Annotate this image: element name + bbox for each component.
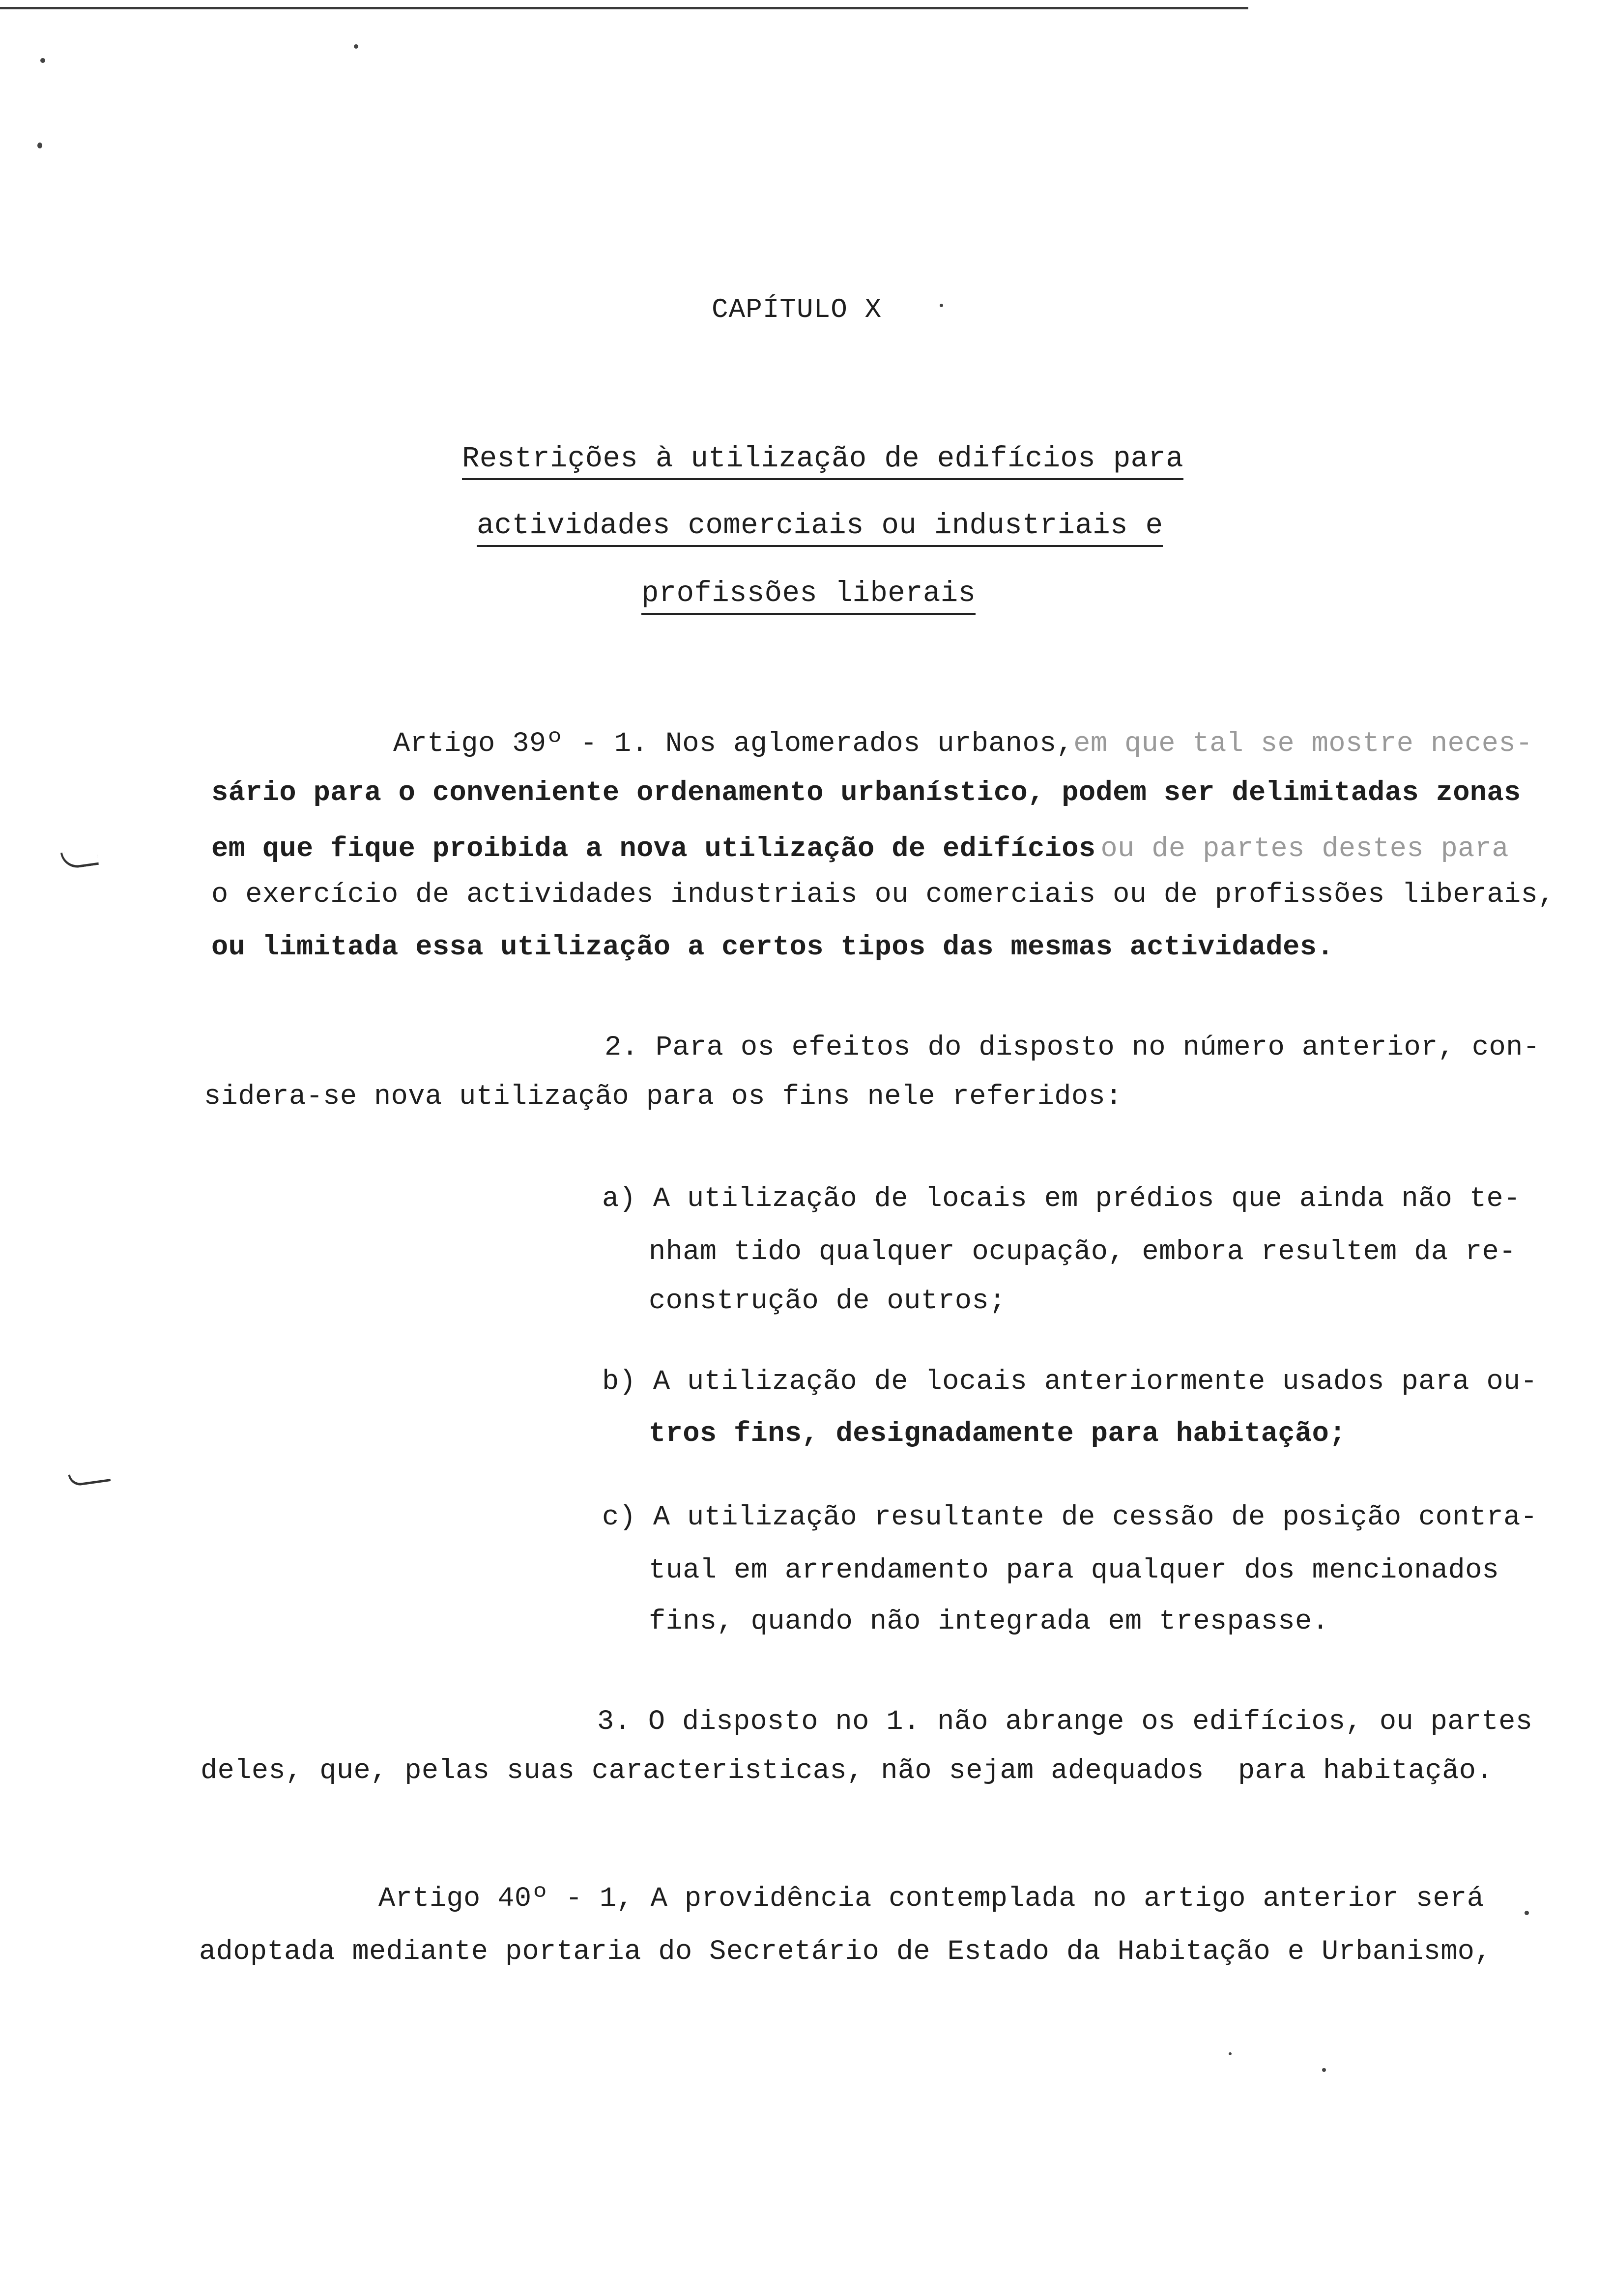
art39-p1-line-1 (393, 728, 1533, 760)
art39-p2-line-2: sidera-se nova utilização para os fins nele referidos: (204, 1081, 1123, 1113)
item-c-line-1: c) A utilização resultante de cessão de posição contra- (602, 1502, 1538, 1533)
art39-p2-line-1: 2. Para os efeitos do disposto no número anterior, con- (604, 1032, 1540, 1063)
scan-speck (1322, 2068, 1326, 2072)
item-c-line-2: tual em arrendamento para qualquer dos mencionados (649, 1555, 1499, 1586)
heading-line-2: actividades comerciais ou industriais e (477, 511, 1163, 547)
art39-p1-line-3-faded-text: ou de partes destes para (1100, 833, 1509, 865)
page-top-edge-line (0, 7, 1248, 9)
item-c-line-3: fins, quando não integrada em trespasse. (649, 1606, 1329, 1637)
scan-speck (1525, 1911, 1529, 1915)
art39-p1-line-3 (211, 835, 1509, 863)
art39-p1-line-5: ou limitada essa utilização a certos tipos das mesmas actividades. (211, 932, 1334, 963)
heading-line-3: profissões liberais (641, 579, 976, 615)
art39-p1-line-3-text: em que fique proibida a nova utilização de edifícios (211, 833, 1096, 865)
art39-p3-line-1: 3. O disposto no 1. não abrange os edifícios, ou partes (597, 1706, 1533, 1738)
item-a-line-2: nham tido qualquer ocupação, embora resultem da re- (649, 1236, 1516, 1268)
chapter-title: CAPÍTULO X (712, 294, 882, 325)
art39-p3-line-2: deles, que, pelas suas caracteristicas, não sejam adequados para habitação. (201, 1755, 1494, 1787)
scan-speck (354, 44, 358, 49)
art39-p1-line-4: o exercício de actividades industriais ou comerciais ou de profissões liberais, (211, 879, 1555, 911)
item-a-line-3: construção de outros; (649, 1286, 1006, 1317)
item-b-line-1: b) A utilização de locais anteriormente usados para ou- (602, 1366, 1538, 1398)
art39-p1-line-2: sário para o conveniente ordenamento urbanístico, podem ser delimitadas zonas (211, 777, 1521, 809)
margin-pen-mark (60, 848, 99, 870)
art39-p1-line-1-text: Artigo 39º - 1. Nos aglomerados urbanos, (393, 728, 1074, 760)
scan-speck (1229, 2052, 1232, 2055)
art40-line-2: adoptada mediante portaria do Secretário de Estado da Habitação e Urbanismo, (199, 1936, 1492, 1968)
scan-speck (940, 304, 943, 307)
scan-speck (40, 58, 45, 63)
heading-line-1: Restrições à utilização de edifícios para (462, 444, 1183, 480)
art40-line-1: Artigo 40º - 1, A providência contemplada no artigo anterior será (378, 1883, 1484, 1915)
art39-p1-line-1-faded-text: em que tal se mostre neces- (1073, 728, 1533, 760)
margin-pen-mark (68, 1469, 111, 1487)
scan-speck (37, 143, 42, 148)
item-b-line-2: tros fins, designadamente para habitação; (649, 1418, 1346, 1450)
item-a-line-1: a) A utilização de locais em prédios que ainda não te- (602, 1183, 1521, 1215)
